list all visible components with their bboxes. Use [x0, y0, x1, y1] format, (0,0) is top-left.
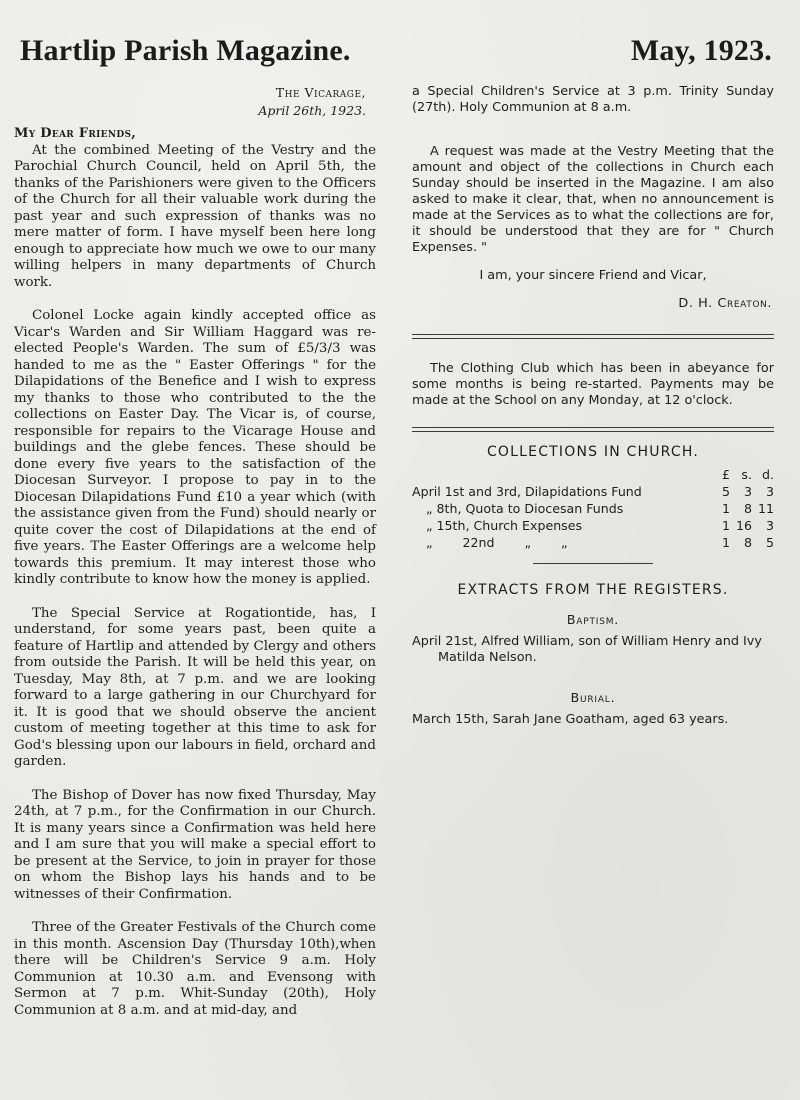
issue-date: May, 1923.	[630, 34, 772, 67]
masthead	[20, 34, 772, 74]
pounds-value: 5	[721, 484, 730, 499]
baptism-entry: April 21st, Alfred William, son of William Henry and Ivy Matilda Nelson.	[412, 634, 762, 665]
right-column	[412, 84, 774, 728]
burial-entry: March 15th, Sarah Jane Goatham, aged 63 years.	[412, 712, 729, 727]
pence-value: 3	[765, 484, 774, 499]
letter-paragraph: Colonel Locke again kindly accepted office as Vicar's Warden and Sir William Haggard was re-elected People's Warden. The sum of £5/3/3 was handed to me as the " Easter Offerings " for the Dilapidations of the Benefice and I wish to express my thanks to those who contributed to the the collections on Easter Day. The Vicar is, of course, responsible for repairs to the Vicarage House and buildings and the glebe fences. These should be done every five years to the satisfaction of the Diocesan Surveyor. I propose to pay in to the Diocesan Dilapidations Fund £10 a year which (with the assistance given from the Fund) should nearly or quite cover the cost of Dilapidations at the end of five years. The Easter Offerings are a welcome help towards this premium. It may interest those who kindly contribute to know how the money is applied.	[14, 308, 376, 587]
collections-table	[412, 466, 774, 551]
pounds-value: 1	[721, 535, 730, 550]
pence-value: 11	[757, 501, 774, 516]
table-row	[412, 517, 774, 534]
col-pounds: £	[721, 467, 730, 482]
collection-desc: „ 22nd „ „	[426, 535, 568, 550]
pounds-value: 1	[721, 518, 730, 533]
vicarage-address	[14, 84, 376, 120]
divider	[412, 334, 774, 339]
burial-heading: Burial.	[570, 690, 616, 705]
continuation-paragraph: a Special Children's Service at 3 p.m. Trinity Sunday (27th). Holy Communion at 8 a.m.	[412, 84, 774, 115]
signature: D. H. Creaton.	[678, 296, 772, 311]
shillings-value: 16	[735, 518, 752, 533]
col-shillings: s.	[741, 467, 752, 482]
address-line: The Vicarage,	[275, 85, 366, 100]
letter-paragraph: The Special Service at Rogationtide, has, I understand, for some years past, been quite a feature of Hartlip and attended by Clergy and others from outside the Parish. It will be held this year, on Tuesday, May 8th, at 7 p.m. and we are looking forward to a large gathering in our Churchyard for it. It is good that we should observe the ancient custom of meeting together at this time to ask for God's blessing upon our labours in field, orchard and garden.	[14, 605, 376, 769]
col-pence: d.	[762, 467, 774, 482]
clothing-club-notice: The Clothing Club which has been in abeyance for some months is being re-started. Payments may be made at the School on any Monday, at 12 o'clock.	[412, 361, 774, 408]
pence-value: 3	[765, 518, 774, 533]
collection-desc: „ 15th, Church Expenses	[426, 518, 583, 533]
letter-paragraph: At the combined Meeting of the Vestry and the Parochial Church Council, held on April 5th, the thanks of the Parishioners were given to the Officers of the Church for all their valuable work during the past year and such expression of thanks was no mere matter of form. I have myself been here long enough to appreciate how much we owe to our many willing helpers in many departments of Church work.	[14, 142, 376, 290]
shillings-value: 3	[743, 484, 752, 499]
short-divider	[533, 563, 653, 564]
shillings-value: 8	[743, 501, 752, 516]
collection-desc: „ 8th, Quota to Diocesan Funds	[426, 501, 624, 516]
left-column	[14, 84, 376, 1036]
magazine-title: Hartlip Parish Magazine.	[20, 34, 351, 67]
shillings-value: 8	[743, 535, 752, 550]
letter-paragraph: Three of the Greater Festivals of the Church come in this month. Ascension Day (Thursday 10th),when there will be Children's Service 9 a.m. Holy Communion at 10.30 a.m. and Evensong with Sermon at 7 p.m. Whit-Sunday (20th), Holy Communion at 8 a.m. and at mid-day, and	[14, 920, 376, 1018]
registers-heading: EXTRACTS FROM THE REGISTERS.	[457, 582, 729, 598]
divider	[412, 427, 774, 432]
baptism-heading: Baptism.	[566, 612, 620, 627]
pounds-value: 1	[721, 501, 730, 516]
table-row	[412, 483, 774, 500]
letter-paragraph: The Bishop of Dover has now fixed Thursday, May 24th, at 7 p.m., for the Confirmation in our Church. It is many years since a Confirmation was held here and I am sure that you will make a special effort to be present at the Service, to join in prayer for those on whom the Bishop lays his hands and to be witnesses of their Confirmation.	[14, 787, 376, 902]
pence-value: 5	[765, 535, 774, 550]
letter-date: April 26th, 1923.	[258, 103, 366, 118]
collections-heading: COLLECTIONS IN CHURCH.	[486, 444, 700, 460]
table-row	[412, 534, 774, 551]
request-paragraph: A request was made at the Vestry Meeting that the amount and object of the collections in Church each Sunday should be inserted in the Magazine. I am also asked to make it clear, that, when no announcement is made at the Services as to what the collections are for, it should be understood that they are for " Church Expenses. "	[412, 144, 774, 255]
table-row	[412, 500, 774, 517]
collection-desc: April 1st and 3rd, Dilapidations Fund	[412, 484, 642, 499]
salutation: My Dear Friends,	[14, 126, 137, 141]
sign-off: I am, your sincere Friend and Vicar,	[479, 268, 707, 283]
